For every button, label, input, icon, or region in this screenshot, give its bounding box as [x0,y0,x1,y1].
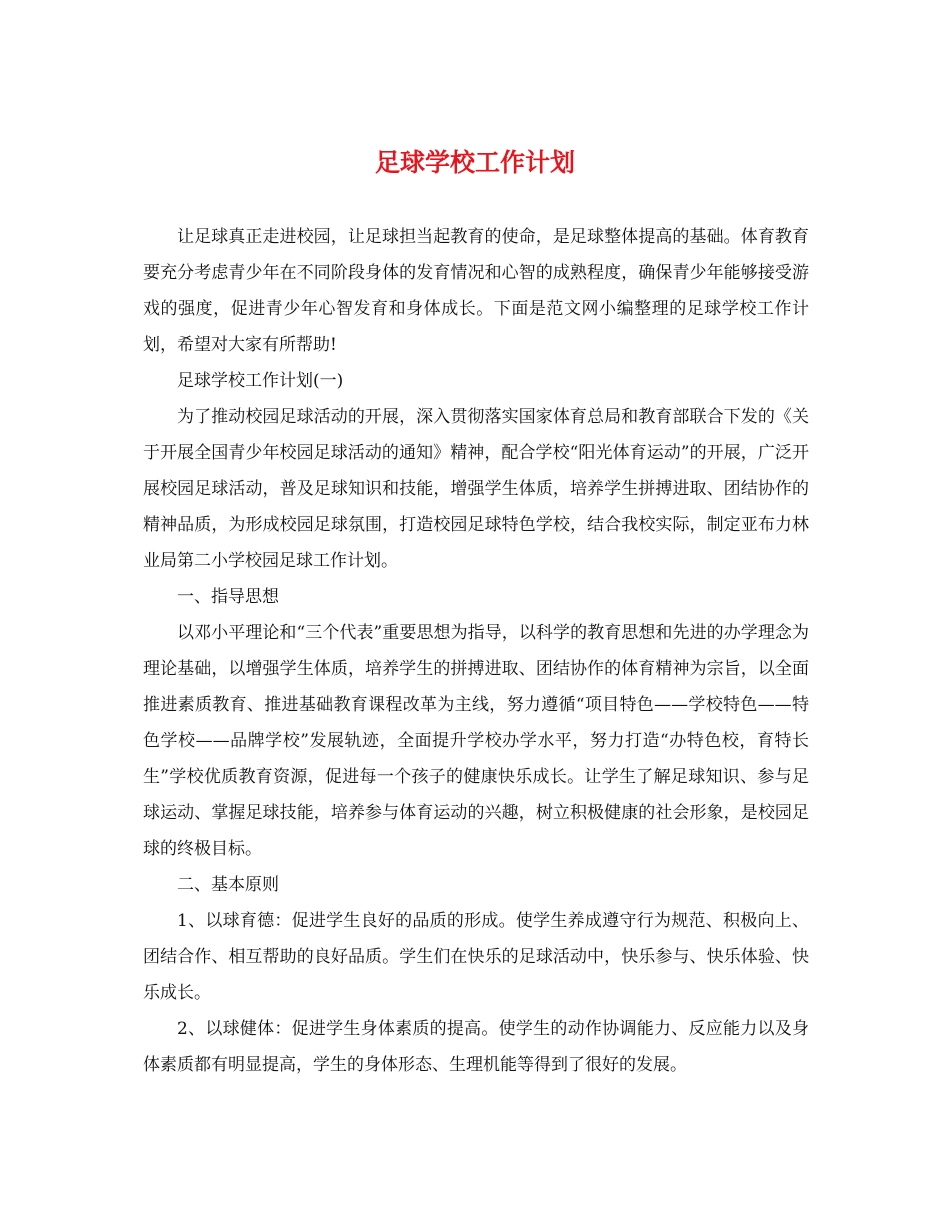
intro-paragraph: 让足球真正走进校园，让足球担当起教育的使命，是足球整体提高的基础。体育教育要充分考虑青少年在不同阶段身体的发育情况和心智的成熟程度，确保青少年能够接受游戏的强度，促进青少年心智发育和身体成长。下面是范文网小编整理的足球学校工作计划，希望对大家有所帮助! [143,227,809,355]
document-body [143,219,809,1083]
principle-paragraph-2: 2、以球健体：促进学生身体素质的提高。使学生的动作协调能力、反应能力以及身体素质都有明显提高，学生的身体形态、生理机能等得到了很好的发展。 [143,1019,809,1075]
section-heading-basic-principles: 二、基本原则 [177,875,279,895]
document-title: 足球学校工作计划 [374,148,575,177]
guiding-ideology-paragraph: 以邓小平理论和“三个代表”重要思想为指导，以科学的教育思想和先进的办学理念为理论基础，以增强学生体质，培养学生的拼搏进取、团结协作的体育精神为宗旨，以全面推进素质教育、推进基础教育课程改革为主线，努力遵循“项目特色——学校特色——特色学校——品牌学校”发展轨迹，全面提升学校办学水平，努力打造“办特色校，育特长生”学校优质教育资源，促进每一个孩子的健康快乐成长。让学生了解足球知识、参与足球运动、掌握足球技能，培养参与体育运动的兴趣，树立积极健康的社会形象，是校园足球的终极目标。 [143,623,809,859]
plan-intro-paragraph: 为了推动校园足球活动的开展，深入贯彻落实国家体育总局和教育部联合下发的《关于开展全国青少年校园足球活动的通知》精神，配合学校“阳光体育运动”的开展，广泛开展校园足球活动，普及足球知识和技能，增强学生体质，培养学生拼搏进取、团结协作的精神品质，为形成校园足球氛围，打造校园足球特色学校，结合我校实际，制定亚布力林业局第二小学校园足球工作计划。 [143,407,809,571]
section-heading-guiding-ideology: 一、指导思想 [177,587,279,607]
principle-paragraph-1: 1、以球育德：促进学生良好的品质的形成。使学生养成遵守行为规范、积极向上、团结合作、相互帮助的良好品质。学生们在快乐的足球活动中，快乐参与、快乐体验、快乐成长。 [143,911,809,1003]
plan-subtitle: 足球学校工作计划(一) [177,371,344,391]
